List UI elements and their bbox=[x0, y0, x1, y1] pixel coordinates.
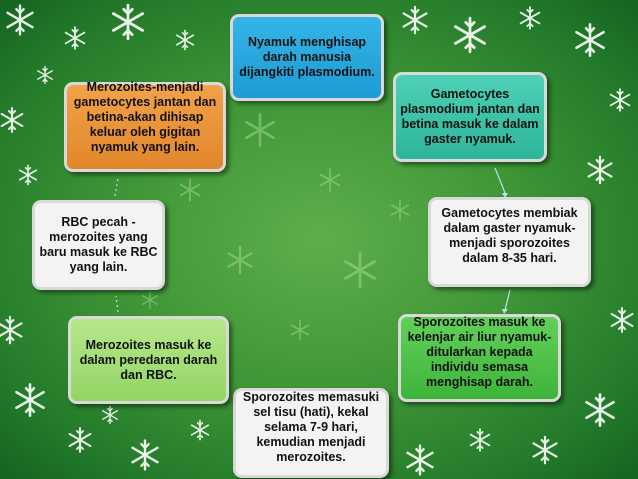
step-1-text: Nyamuk menghisap darah manusia dijangkiti plasmodium. bbox=[239, 35, 375, 79]
cycle-step-3 bbox=[428, 197, 591, 287]
cycle-step-7 bbox=[32, 200, 165, 290]
step-7-text: RBC pecah - merozoites yang baru masuk ke RBC yang lain. bbox=[39, 215, 158, 274]
step-3-text: Gametocytes membiak dalam gaster nyamuk-menjadi sporozoites dalam 8-35 hari. bbox=[441, 206, 578, 265]
step-6-text: Merozoites masuk ke dalam peredaran darah dan RBC. bbox=[79, 337, 218, 382]
cycle-step-6 bbox=[68, 316, 229, 404]
step-2-text: Gametocytes plasmodium jantan dan betina masuk ke dalam gaster nyamuk. bbox=[400, 87, 540, 146]
step-4-text: Sporozoites masuk ke kelenjar air liur nyamuk-ditularkan kepada individu semasa menghisap darah. bbox=[407, 314, 552, 389]
cycle-step-2 bbox=[393, 72, 547, 162]
cycle-step-8 bbox=[64, 79, 226, 172]
step-5-text: Sporozoites memasuki sel tisu (hati), kekal selama 7-9 hari, kemudian menjadi merozoites. bbox=[242, 389, 380, 464]
cycle-step-5 bbox=[233, 388, 389, 478]
cycle-step-1 bbox=[230, 14, 384, 101]
cycle-step-4 bbox=[398, 314, 561, 402]
step-8-text: Merozoites-menjadi gametocytes jantan dan betina-akan dihisap keluar oleh gigitan nyamuk yang lain. bbox=[73, 79, 217, 154]
